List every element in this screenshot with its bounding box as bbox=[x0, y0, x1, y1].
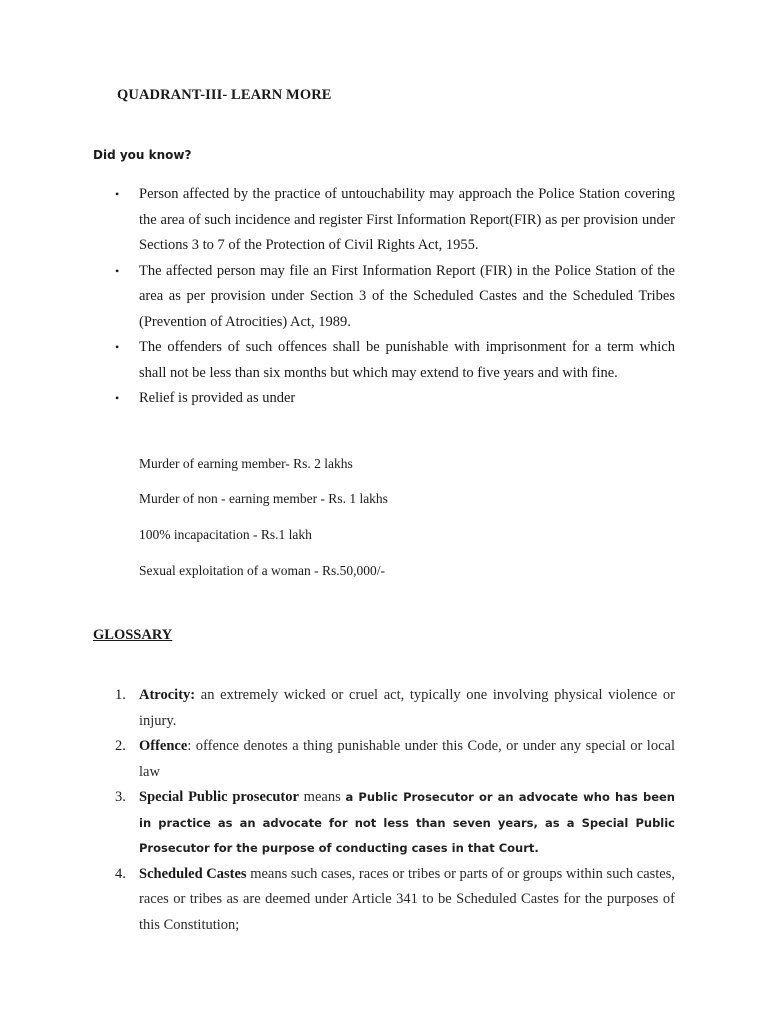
bullet-text: Person affected by the practice of untouchability may approach the Police Station covering the area of such incidence and register First Information Report(FIR) as per provision under Sections 3 to 7 of the Protection of Civil Rights Act, 1955. bbox=[139, 186, 675, 253]
list-item bbox=[115, 182, 675, 259]
relief-item: Murder of non - earning member - Rs. 1 lakhs bbox=[139, 491, 388, 506]
item-number: 1. bbox=[115, 687, 126, 703]
glossary-term: Special Public prosecutor bbox=[139, 789, 299, 805]
bullet-text: Relief is provided as under bbox=[139, 390, 296, 406]
page-heading: QUADRANT-III- LEARN MORE bbox=[117, 87, 332, 103]
list-item bbox=[115, 386, 675, 412]
glossary-definition: means bbox=[298, 789, 346, 805]
bullet-icon: • bbox=[115, 263, 120, 278]
glossary-definition: means such cases, races or tribes or parts of or groups within such castes, races or tribes as are deemed under Article 341 to be Scheduled Castes for the purposes of this Constitution; bbox=[139, 865, 675, 933]
glossary-item bbox=[115, 683, 675, 734]
bullet-icon: • bbox=[115, 391, 120, 405]
list-item bbox=[115, 335, 675, 386]
glossary-term: Atrocity: bbox=[139, 687, 196, 703]
glossary-definition: an extremely wicked or cruel act, typically one involving physical violence or injury. bbox=[139, 687, 675, 729]
item-number: 3. bbox=[115, 789, 126, 805]
did-you-know-list bbox=[115, 182, 675, 412]
glossary-definition: : offence denotes a thing punishable under this Code, or under any special or local law bbox=[139, 738, 675, 780]
item-number: 4. bbox=[115, 865, 126, 882]
glossary-item bbox=[115, 862, 675, 939]
bullet-icon: • bbox=[115, 340, 120, 354]
bullet-text: The offenders of such offences shall be punishable with imprisonment for a term which shall not be less than six months but which may extend to five years and with fine. bbox=[139, 339, 675, 381]
did-you-know-heading: Did you know? bbox=[93, 148, 192, 162]
list-item bbox=[115, 259, 675, 336]
glossary-item bbox=[115, 785, 675, 862]
bullet-text: The affected person may file an First Information Report (FIR) in the Police Station of the area as per provision under Section 3 of the Scheduled Castes and the Scheduled Tribes (Prevention of Atrocities) Act, 1989. bbox=[139, 262, 675, 330]
glossary-item bbox=[115, 734, 675, 785]
glossary-term: Scheduled Castes bbox=[139, 865, 247, 882]
glossary-term: Offence bbox=[139, 738, 188, 754]
bullet-icon: • bbox=[115, 187, 120, 201]
glossary-definition-detail: a Public Prosecutor or an advocate who has been in practice as an advocate for not less than seven years, as a Special Public Prosecutor for the purpose of conducting cases in that Court. bbox=[139, 790, 675, 855]
relief-item: Sexual exploitation of a woman - Rs.50,000/- bbox=[139, 563, 385, 578]
relief-item: Murder of earning member- Rs. 2 lakhs bbox=[139, 456, 353, 471]
glossary-heading: GLOSSARY bbox=[93, 627, 173, 643]
item-number: 2. bbox=[115, 738, 126, 754]
relief-item: 100% incapacitation - Rs.1 lakh bbox=[139, 527, 312, 542]
glossary-list bbox=[115, 683, 675, 938]
